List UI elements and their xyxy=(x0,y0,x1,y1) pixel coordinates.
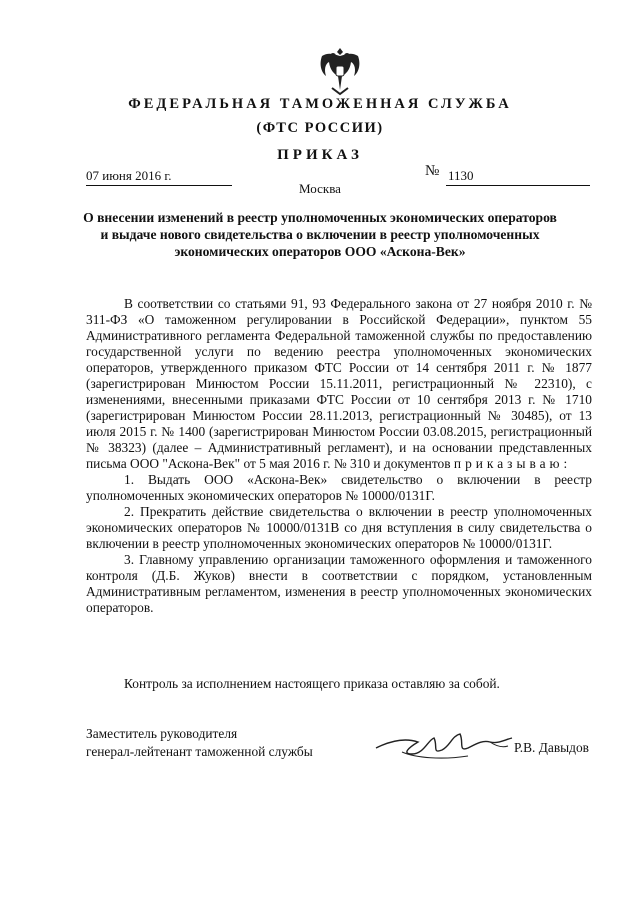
agency-short-name: (ФТС РОССИИ) xyxy=(256,120,384,136)
document-title xyxy=(0,209,640,260)
coat-of-arms-icon xyxy=(316,44,364,98)
agency-name: ФЕДЕРАЛЬНАЯ ТАМОЖЕННАЯ СЛУЖБА xyxy=(128,96,512,112)
position-line: Заместитель руководителя xyxy=(86,726,238,741)
order-date: 07 июня 2016 г. xyxy=(86,168,232,186)
document-body xyxy=(86,296,592,616)
document-type: ПРИКАЗ xyxy=(277,147,363,163)
city: Москва xyxy=(299,181,341,196)
signatory-position xyxy=(86,725,313,761)
signatory-name: Р.В. Давыдов xyxy=(514,740,589,755)
preamble-text: В соответствии со статьями 91, 93 Федерального закона от 27 ноября 2010 г. № 311-ФЗ «О таможенном регулировании в Российской Федерации», пунктом 55 Административного регламента Федеральной таможенной службы по предоставлению государственной услуги по ведению реестра уполномоченных экономических операторов, утвержденного приказом ФТС России от 14 сентября 2011 г. № 1877 (зарегистрирован Минюстом России 15.11.2011, регистрационный № 22310), с изменениями, внесенными приказами ФТС России от 10 сентября 2013 г. № 1710 (зарегистрирован Минюстом России 28.11.2013, регистрационный № 30485), от 13 июля 2015 г. № 1400 (зарегистрирован Минюстом России 03.08.2015, регистрационный № 38323) (далее – Административный регламент), и на основании представленных письма ООО "Аскона-Век" от 5 мая 2016 г. № 310 и документов xyxy=(86,296,592,471)
order-number: 1130 xyxy=(446,168,590,186)
number-sign: № xyxy=(425,163,440,179)
handwritten-signature xyxy=(372,718,520,766)
order-item-1: 1. Выдать ООО «Аскона-Век» свидетельство о включении в реестр уполномоченных экономических операторов № 10000/0131Г. xyxy=(86,472,592,503)
position-line: генерал-лейтенант таможенной службы xyxy=(86,744,313,759)
order-item-2: 2. Прекратить действие свидетельства о включении в реестр уполномоченных экономических операторов № 10000/0131В со дня вступления в силу свидетельства о включении в реестр уполномоченных экономических операторов № 10000/0131Г. xyxy=(86,504,592,551)
title-line: и выдаче нового свидетельства о включении в реестр уполномоченных xyxy=(100,227,540,242)
order-word: приказываю: xyxy=(453,456,572,471)
order-item-3: 3. Главному управлению организации таможенного оформления и таможенного контроля (Д.Б. Жуков) внести в соответствии с порядком, установленным Административным регламентом, изменения в реестр уполномоченных экономических операторов. xyxy=(86,552,592,615)
title-line: О внесении изменений в реестр уполномоченных экономических операторов xyxy=(83,210,557,225)
title-line: экономических операторов ООО «Аскона-Век» xyxy=(174,244,466,259)
preamble-paragraph xyxy=(86,296,592,472)
control-statement: Контроль за исполнением настоящего приказа оставляю за собой. xyxy=(124,676,500,691)
